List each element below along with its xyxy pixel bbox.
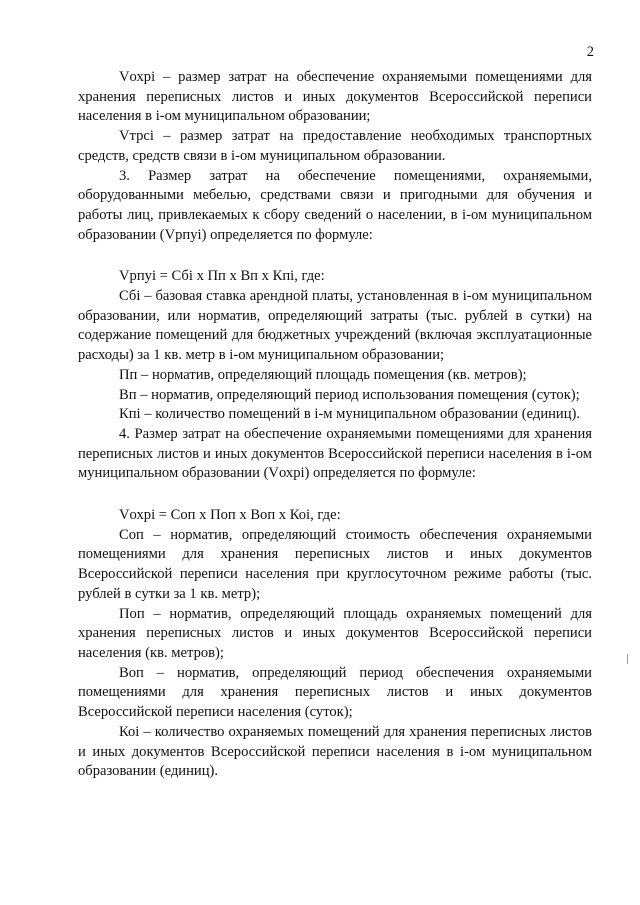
scan-mark	[627, 654, 628, 664]
paragraph-pp-definition: Пп – норматив, определяющий площадь помещения (кв. метров);	[119, 366, 527, 383]
paragraph-kp-definition: Кпi – количество помещений в i-м муниципальном образовании (единиц).	[119, 406, 581, 423]
paragraph-vohr-definition: Vохрi – размер затрат на обеспечение охраняемыми помещениями для хранения переписных листов и иных документов Всероссийской переписи населения в i-ом муниципальном образовании;	[78, 69, 592, 125]
formula-vrpu: Vрпуi = Сбi x Пп x Вп x Кпi, где:	[119, 268, 325, 285]
paragraph-vp-definition: Вп – норматив, определяющий период использования помещения (суток);	[119, 386, 580, 403]
spacer	[78, 245, 592, 267]
page-number: 2	[586, 44, 594, 60]
paragraph-pop-definition: Поп – норматив, определяющий площадь охраняемых помещений для хранения переписных листов и иных документов Всероссийской переписи населения (кв. метров);	[78, 605, 592, 661]
paragraph-vop-definition: Воп – норматив, определяющий период обеспечения охраняемыми помещениями для хранения переписных листов и иных документов Всероссийской переписи населения (суток);	[78, 664, 592, 721]
paragraph-sb-definition: Сбi – базовая ставка арендной платы, установленная в i-ом муниципальном образовании, или норматив, определяющий затраты (тыс. рублей в сутки) на содержание помещений для бюджетных учреждений (включая эксплуатационные расходы) за 1 кв. метр в i-ом муниципальном образовании;	[78, 288, 592, 364]
document-body	[78, 68, 592, 782]
paragraph-ko-definition: Коi – количество охраняемых помещений для хранения переписных листов и иных документов Всероссийской переписи населения в i-ом муниципальном образовании (единиц).	[78, 723, 592, 780]
paragraph-vtrs-definition: Vтрсi – размер затрат на предоставление необходимых транспортных средств, средств связи в i-ом муниципальном образовании.	[78, 128, 592, 164]
spacer	[78, 484, 592, 506]
paragraph-item-4: 4. Размер затрат на обеспечение охраняемыми помещениями для хранения переписных листов и иных документов Всероссийской переписи населения в i-ом муниципальном образовании (Vохрi) определяется по формуле:	[78, 425, 592, 482]
paragraph-sop-definition: Соп – норматив, определяющий стоимость обеспечения охраняемыми помещениями для хранения переписных листов и иных документов Всероссийской переписи населения при круглосуточном режиме работы (тыс. рублей в сутки за 1 кв. метр);	[78, 526, 592, 602]
paragraph-item-3: 3. Размер затрат на обеспечение помещениями, охраняемыми, оборудованными мебелью, средствами связи и пригодными для обучения и работы лиц, привлекаемых к сбору сведений о населении, в i-ом муниципальном образовании (Vрпуi) определяется по формуле:	[78, 167, 592, 243]
formula-vohr: Vохрi = Соп x Поп x Воп x Коi, где:	[119, 507, 341, 524]
